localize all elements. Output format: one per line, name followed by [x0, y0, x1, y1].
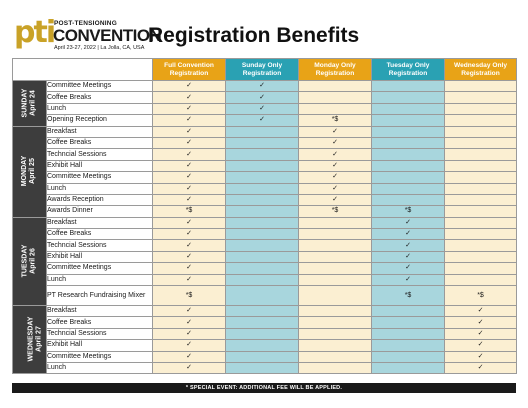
benefit-cell: ✓	[153, 160, 226, 171]
event-name: Committee Meetings	[47, 81, 153, 92]
benefit-cell: ✓	[153, 362, 226, 373]
table-body	[13, 81, 517, 374]
benefit-cell	[445, 115, 517, 126]
event-name: Lunch	[47, 183, 153, 194]
benefit-cell	[226, 172, 299, 183]
benefit-cell	[445, 206, 517, 217]
benefit-cell	[226, 286, 299, 306]
day-name: MONDAY	[21, 155, 29, 187]
benefit-cell	[299, 306, 372, 317]
event-name: Committee Meetings	[47, 172, 153, 183]
benefit-cell	[226, 351, 299, 362]
table-row	[13, 126, 517, 137]
event-name: Committee Meetings	[47, 351, 153, 362]
benefit-cell: ✓	[445, 351, 517, 362]
benefit-cell	[226, 328, 299, 339]
table-row	[13, 274, 517, 285]
event-name: Breakfast	[47, 217, 153, 228]
benefit-cell: ✓	[153, 328, 226, 339]
benefit-cell: ✓	[153, 351, 226, 362]
benefit-cell	[226, 160, 299, 171]
benefit-cell	[372, 340, 445, 351]
column-header-monday-only: Monday Only Registration	[299, 59, 372, 81]
header-corner	[13, 59, 153, 81]
benefit-cell	[445, 172, 517, 183]
benefit-cell: ✓	[372, 274, 445, 285]
benefit-cell	[372, 160, 445, 171]
benefit-cell	[372, 103, 445, 114]
registration-benefits-table	[12, 58, 517, 374]
event-name: Breakfast	[47, 126, 153, 137]
benefit-cell: ✓	[372, 251, 445, 262]
day-date: April 26	[29, 248, 37, 274]
benefit-cell	[226, 217, 299, 228]
event-name: Lunch	[47, 362, 153, 373]
table-row	[13, 351, 517, 362]
benefit-cell	[226, 317, 299, 328]
day-name: WEDNESDAY	[27, 316, 35, 362]
benefit-cell	[299, 251, 372, 262]
benefit-cell	[445, 274, 517, 285]
benefit-cell: ✓	[153, 92, 226, 103]
benefit-cell	[372, 328, 445, 339]
benefit-cell	[445, 103, 517, 114]
table-row	[13, 160, 517, 171]
table-row	[13, 328, 517, 339]
event-name: PT Research Fundraising Mixer	[47, 286, 153, 306]
benefit-cell: *$	[372, 206, 445, 217]
day-label-monday	[13, 126, 47, 217]
event-name: Coffee Breaks	[47, 137, 153, 148]
benefit-cell	[226, 149, 299, 160]
benefit-cell: ✓	[226, 81, 299, 92]
benefit-cell	[299, 240, 372, 251]
benefit-cell	[226, 194, 299, 205]
header-row	[13, 59, 517, 81]
day-label-text	[22, 244, 38, 277]
benefit-cell: ✓	[445, 328, 517, 339]
event-name: Breakfast	[47, 306, 153, 317]
benefit-cell: *$	[299, 115, 372, 126]
benefit-cell: ✓	[153, 126, 226, 137]
day-name: TUESDAY	[21, 244, 29, 278]
benefit-cell: *$	[153, 286, 226, 306]
benefit-cell: ✓	[153, 149, 226, 160]
benefit-cell: ✓	[153, 229, 226, 240]
benefit-cell	[445, 137, 517, 148]
table-row	[13, 92, 517, 103]
event-name: Exhibit Hall	[47, 340, 153, 351]
event-name: Coffee Breaks	[47, 229, 153, 240]
benefit-cell: ✓	[372, 217, 445, 228]
benefit-cell	[226, 251, 299, 262]
table-row	[13, 137, 517, 148]
benefit-cell	[445, 240, 517, 251]
benefit-cell: ✓	[153, 183, 226, 194]
day-label-wednesday	[13, 306, 47, 374]
benefit-cell: ✓	[153, 172, 226, 183]
table-row	[13, 206, 517, 217]
benefit-cell: ✓	[445, 306, 517, 317]
day-date: April 27	[35, 326, 43, 353]
benefit-cell: ✓	[299, 137, 372, 148]
benefit-cell: ✓	[372, 240, 445, 251]
benefit-cell	[226, 126, 299, 137]
benefit-cell: ✓	[299, 160, 372, 171]
table-row	[13, 306, 517, 317]
benefit-cell: ✓	[153, 263, 226, 274]
benefit-cell	[299, 217, 372, 228]
day-name: SUNDAY	[21, 88, 29, 118]
benefit-cell: ✓	[153, 306, 226, 317]
table-row	[13, 103, 517, 114]
event-name: Committee Meetings	[47, 263, 153, 274]
benefit-cell	[445, 194, 517, 205]
benefit-cell	[372, 137, 445, 148]
benefit-cell: ✓	[153, 340, 226, 351]
table-row	[13, 240, 517, 251]
benefit-cell: ✓	[153, 137, 226, 148]
benefit-cell: ✓	[372, 229, 445, 240]
benefit-cell	[445, 81, 517, 92]
event-name: Techncial Sessions	[47, 240, 153, 251]
day-label-tuesday	[13, 217, 47, 305]
column-header-tuesday-only: Tuesday Only Registration	[372, 59, 445, 81]
table-row	[13, 183, 517, 194]
column-header-sunday-only: Sunday Only Registration	[226, 59, 299, 81]
benefit-cell	[226, 240, 299, 251]
benefit-cell	[372, 81, 445, 92]
benefit-cell: ✓	[299, 126, 372, 137]
table-row	[13, 340, 517, 351]
event-name: Awards Dinner	[47, 206, 153, 217]
benefit-cell	[299, 351, 372, 362]
benefit-cell	[445, 160, 517, 171]
event-name: Awards Reception	[47, 194, 153, 205]
benefit-cell	[445, 229, 517, 240]
benefit-cell: ✓	[153, 217, 226, 228]
benefit-cell	[299, 103, 372, 114]
benefit-cell	[445, 251, 517, 262]
benefit-cell	[226, 183, 299, 194]
table-row	[13, 194, 517, 205]
benefit-cell	[226, 137, 299, 148]
benefit-cell	[372, 306, 445, 317]
benefit-cell	[372, 317, 445, 328]
event-name: Techncial Sessions	[47, 328, 153, 339]
day-label-text	[27, 317, 43, 362]
benefit-cell	[299, 81, 372, 92]
table-row	[13, 362, 517, 373]
benefit-cell	[372, 194, 445, 205]
benefit-cell: ✓	[153, 103, 226, 114]
benefit-cell	[226, 274, 299, 285]
benefit-cell	[299, 263, 372, 274]
benefit-cell	[299, 229, 372, 240]
benefit-cell: ✓	[372, 263, 445, 274]
benefit-cell	[445, 126, 517, 137]
benefit-cell	[445, 217, 517, 228]
benefit-cell	[445, 183, 517, 194]
benefit-cell	[226, 306, 299, 317]
benefit-cell: ✓	[445, 317, 517, 328]
benefit-cell	[372, 172, 445, 183]
table-row	[13, 317, 517, 328]
benefit-cell: ✓	[299, 172, 372, 183]
event-name: Coffee Breaks	[47, 92, 153, 103]
benefit-cell: ✓	[226, 92, 299, 103]
benefit-cell	[299, 92, 372, 103]
benefit-cell	[299, 286, 372, 306]
benefit-cell: ✓	[445, 340, 517, 351]
page-title: Registration Benefits	[148, 24, 360, 47]
benefit-cell	[226, 263, 299, 274]
table-row	[13, 172, 517, 183]
benefit-cell	[445, 92, 517, 103]
benefit-cell: *$	[299, 206, 372, 217]
event-name: Coffee Breaks	[47, 317, 153, 328]
benefit-cell	[299, 274, 372, 285]
event-name: Lunch	[47, 274, 153, 285]
header	[0, 0, 528, 56]
benefit-cell: ✓	[299, 194, 372, 205]
benefit-cell: ✓	[226, 103, 299, 114]
day-date: April 24	[29, 89, 37, 116]
column-header-wednesday-only: Wednesday Only Registration	[445, 59, 517, 81]
special-event-footnote: * SPECIAL EVENT: ADDITIONAL FEE WILL BE APPLIED.	[12, 383, 516, 393]
table-row	[13, 229, 517, 240]
benefit-cell	[372, 149, 445, 160]
benefit-cell	[372, 115, 445, 126]
day-label-text	[21, 88, 37, 117]
table-row	[13, 217, 517, 228]
column-header-full-convention: Full Convention Registration	[153, 59, 226, 81]
benefit-cell: ✓	[153, 240, 226, 251]
benefit-cell: *$	[372, 286, 445, 306]
benefit-cell	[372, 92, 445, 103]
benefit-cell	[226, 362, 299, 373]
benefit-cell: ✓	[299, 183, 372, 194]
benefit-cell	[299, 340, 372, 351]
table-row	[13, 149, 517, 160]
benefit-cell: ✓	[226, 115, 299, 126]
event-name: Techncial Sessions	[47, 149, 153, 160]
day-label-sunday	[13, 81, 47, 127]
benefit-cell: ✓	[153, 317, 226, 328]
event-name: Exhibit Hall	[47, 251, 153, 262]
event-name: Exhibit Hall	[47, 160, 153, 171]
table-row	[13, 286, 517, 306]
benefit-cell: ✓	[153, 274, 226, 285]
benefit-cell: ✓	[299, 149, 372, 160]
benefit-cell	[226, 206, 299, 217]
benefit-cell	[445, 263, 517, 274]
benefit-cell	[372, 351, 445, 362]
benefit-cell: *$	[445, 286, 517, 306]
convention-logo	[14, 15, 162, 54]
benefit-cell	[226, 340, 299, 351]
benefit-cell: ✓	[153, 251, 226, 262]
table-row	[13, 115, 517, 126]
benefit-cell	[372, 362, 445, 373]
event-name: Opening Reception	[47, 115, 153, 126]
benefit-cell	[299, 328, 372, 339]
benefit-cell	[299, 317, 372, 328]
benefit-cell	[226, 229, 299, 240]
benefit-cell: ✓	[153, 194, 226, 205]
benefit-cell: ✓	[445, 362, 517, 373]
table-row	[13, 251, 517, 262]
benefit-cell	[372, 126, 445, 137]
benefit-cell	[372, 183, 445, 194]
day-date: April 25	[29, 158, 37, 184]
logo-mark: pti	[14, 15, 55, 50]
benefit-cell: ✓	[153, 115, 226, 126]
benefit-cell: ✓	[153, 81, 226, 92]
day-label-text	[22, 156, 38, 186]
logo-name: CONVENTION	[53, 26, 162, 45]
benefit-cell	[445, 149, 517, 160]
benefit-cell: *$	[153, 206, 226, 217]
logo-date-location: April 23-27, 2022 | La Jolla, CA, USA	[54, 45, 145, 51]
logo-top-line: POST-TENSIONING	[54, 20, 117, 27]
event-name: Lunch	[47, 103, 153, 114]
benefit-cell	[299, 362, 372, 373]
table-row	[13, 81, 517, 92]
table-row	[13, 263, 517, 274]
